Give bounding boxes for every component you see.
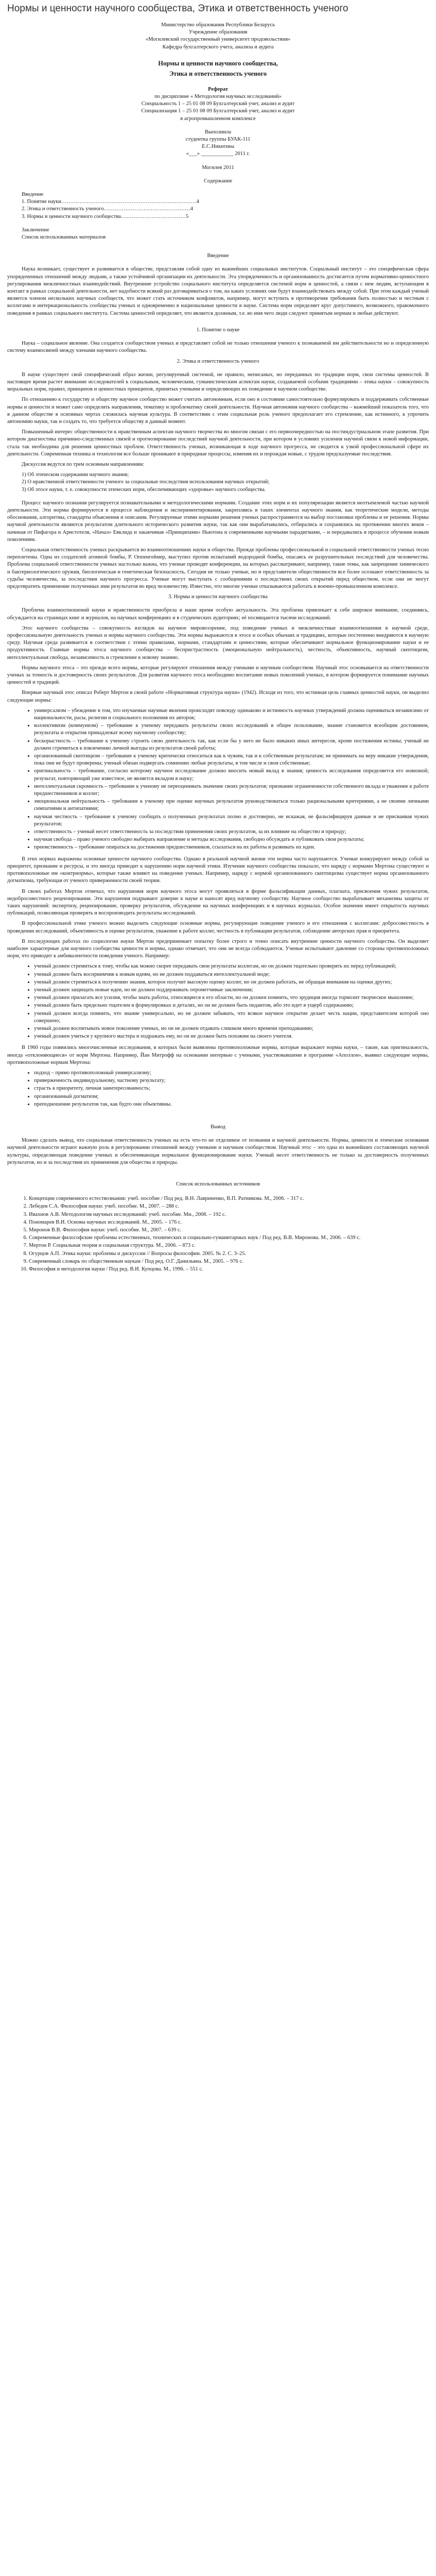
toc-item: 2. Этика и ответственность ученого…………………………………………4 [22, 206, 193, 212]
specialization-line-2: в агропромышленном комплексе [180, 115, 256, 122]
paragraph: Социальная ответственность ученых раскрывается во взаимоотношениях науки и общества. Прежде проблемы профессиональной и социальной ответственности ученых тесно переплетены. Одна из создателей атомной бомбы, Р. Оппенгеймер, выступил против испытаний водородной бомбы, опасаясь ее разрушительных последствий для человечества. Проблема социальной ответственности ученых настолько важна, что ученые проводят конференции, на которых рассматривают, например, такие темы, как запрещение химического и бактериологического оружия, биологическая и генетическая безопасность. Сегодня не только ученые, но и представители общественности все более осознают ответственность за судьбы человечества, за последствия научного прогресса. Ученые могут выступать с сообщениями о последствиях своих открытий перед обществом, если они не могут предотвратить применение полученных ими результатов во вред человечеству. Известно, что многие ученые отказываются работать в военно-промышленном комплексе. [7, 547, 429, 589]
list-item: • ученый должен стремиться к тому, чтобы как можно скорее передавать свои результаты коллегам, но он должен тщательно проверять их перед публикацией; [34, 963, 429, 970]
conclusion-section [7, 1124, 429, 1166]
intro-heading: Введение [207, 253, 229, 259]
paragraph: Этос научного сообщества – совокупность взглядов на научное мировоззрение, под поведение ученых и межличностные взаимоотношения в научной среде, профессиональную деятельность ученых и нормы научного сообщества. Эти нормы выражаются в этосе и особых обычаях и традициях, которые постепенно внедряются в научную среду. Научная среда развивается в соответствии с этими правилами, нормами, стандартами и ценностями, которые обеспечивают нормальное функционирование науки и ее продуктивность. Главные нормы этоса научного сообщества – беспристрастность (эмоциональную нейтральность), честность, объективность, научный скептицизм, интеллектуальная свобода, независимость и стремление к новому знанию. [7, 625, 429, 660]
paragraph: Наука возникает, существует и развивается в обществе, представляя собой одну из важнейших социальных институтов. Социальный институт – это специфическая сфера упорядоченных отношений между людьми, а также устойчивой организации их деятельности. Эта упорядоченность и организованность достигается путем нормативно-ценностного регулирования межличностных взаимодействий. Внутренние устройство социального института определяется системой норм и ценностей, а связи с нем людям, вступающим в контакт в рамках социальной деятельности, нет надобности всякий раз договариваться о том, на каких условиях они будут взаимодействовать между собой. При этом каждый ученый является членом нескольких научных сообществ, что может стать источником конфликтов, например, могут вступить в противоречия требования быть полностью и честным с коллегами и интернациональность сообщества ученых и одновременно в национальные ценности в науке. Система норм определяет круг допустимого, возможного, правомочного поведения в рамках социального института. Система ценностей определяет, что является должным, т.е. во имя чего люди следуют принятым нормам и любые действуют. [7, 266, 429, 316]
section-heading: 2. Этика и ответственность ученого [177, 358, 259, 364]
references-section [7, 1181, 429, 1273]
counter-norms-list [7, 1070, 429, 1108]
department-line: Кафедра бухгалтерского учета, анализа и аудита [162, 44, 274, 50]
performed-label: Выполнила [204, 129, 232, 135]
paragraph: Повышенный интерес общественности к нравственным аспектам научного творчества во многом связан с его первоочередностью на постиндустриальном этапе развития. При котором диагностика причинно-следственных связей и прогнозирование последствий научной деятельности, при котором в условиях усиления научной связи к новой информации, стала так необходима для решения ценностных проблем. Ответственность ученых, возникающая в ходе научного прогресса, не сводится к узкой профессиональной сфере их деятельности. Современная техника и технология все больше проникают в природные процессы, изменяя их и порождая новые, с трудом предсказуемые последствия. [7, 429, 429, 457]
merton-norms-list [7, 707, 429, 852]
toc-item: 1. Понятие науки…………………………………………………………………4 [22, 199, 199, 205]
list-item: • ученый должен быть восприимчив к новым идеям, но не должен поддаваться интеллектуальной моде; [34, 971, 429, 978]
page-title: Нормы и ценности научного сообщества, Этика и ответственность ученого [7, 3, 348, 14]
list-item: • ученый должен всегда помнить, что знание универсально, но не должен забывать, что всякое научное открытие делает честь нации, представителем которой оно совершено; [34, 1010, 429, 1025]
city-year: Могилев 2011 [202, 164, 234, 171]
list-item: • ответственность – ученый несет ответственность за последствия применения своих результатов, за их влияние на общество и природу; [34, 828, 429, 836]
references-heading: Список использованных источников [176, 1181, 260, 1187]
list-item: • подход – прямо противоположный универсализму; [34, 1070, 429, 1077]
list-item: • страсть к приоритету, личная заинтересованность; [34, 1085, 429, 1092]
paragraph: Наука – социальное явление. Она создается сообществом ученых и представляет собой не только отношения ученого к познаваемой им действительности но и определенную систему взаимосвязей между членами научного сообщества. [7, 341, 429, 354]
title-page [7, 22, 429, 185]
list-item: • ученый должен учиться у крупного мастера и подражать ему, но он не должен быть похожим на своего учителя. [34, 1033, 429, 1040]
reference-item: 10. Философия и методология науки / Под ред. В.И. Купцова. М., 1996. – 551 с. [29, 1266, 429, 1273]
date-line: «___» ____________ 2011 г. [186, 151, 250, 157]
paragraph: Впервые научный этос описал Роберт Мертон в своей работе «Нормативная структура науки» (1942). Исходя из того, что истинная цель главных ценностей науки, он выделил следующие нормы: [7, 690, 429, 703]
list-item: • бескорыстность – требование к ученому строить свою деятельность так, как если бы у него не было никаких иных интересов, кроме постижения истины; ученый не должен стремиться к извлечению личной выгоды из результатов своей работы; [34, 738, 429, 752]
document-body [7, 22, 429, 1273]
list-item: • коллективизм (коммунизм) – требование к ученому передавать результаты своих исследований в общее пользование, знание становится всеобщим достоянием, результаты и открытия принадлежат всему научному сообществу; [34, 722, 429, 737]
reference-item: 9. Современный словарь по общественным наукам / Под ред. О.Г. Данильяна. М., 2005. – 976 с. [29, 1258, 429, 1265]
paragraph: Дискуссия ведутся по трем основным направлениям: [22, 461, 145, 467]
page [0, 0, 436, 1284]
list-item: • научная честность – требование к ученому сообщать о полученных результатах полно и достоверно, не искажая, не фальсифицируя данные и не присваивая чужих результатов; [34, 814, 429, 828]
student-group: студентка группы БУАК-111 [185, 137, 251, 143]
list-item: • организованный догматизм; [34, 1093, 429, 1100]
section-heading: 1. Понятие о науке [196, 327, 240, 333]
discussion-item: 3) Об этосе науки, т. е. совокупности этических норм, обеспечивающих «здоровье» научного сообщества. [22, 486, 266, 493]
conclusion-heading: Вывод [210, 1124, 226, 1130]
list-item: • ученый должен воспитывать новое поколение ученых, но он не должен отдавать слишком много времени преподаванию; [34, 1025, 429, 1032]
list-item: • преемственность – требование опираться на достижения предшественников, ссылаться на их работы и развивать их идеи. [34, 844, 429, 851]
list-item: • интеллектуальная скромность – требование к ученому не переоценивать значение своих результатов; признание ограниченности собственного вклада и уважение к работе предшественников и коллег; [34, 783, 429, 798]
section-concept-of-science [7, 327, 429, 704]
toc-item: 3. Нормы и ценности научного сообщества………………………………5 [22, 213, 189, 219]
doc-title-line-2: Этика и ответственность ученого [169, 70, 267, 77]
table-of-contents [7, 191, 429, 241]
list-item: • эмоциональная нейтральность – требование к ученому при оценке научных результатов руководствоваться только рациональными критериями, а не своими личными симпатиями и антипатиями; [34, 798, 429, 812]
list-item: • оригинальность – требование, согласно которому научное исследование должно вносить новый вклад в знания; ценность исследования определяется его новизной; результат, повторяющий уже известное, не является вкладом в науку; [34, 768, 429, 782]
reference-item: 3. Ивахнов А.В. Методология научных исследований: учеб. пособие. Мн., 2008. – 192 с. [29, 1211, 429, 1218]
list-item: • ученый должен защищать новые идеи, но не должен поддерживать опрометчивые заключения; [34, 987, 429, 994]
toc-references: Список использованных материалов [22, 234, 106, 241]
doc-type: Реферат [208, 86, 228, 92]
paragraph: В 1960 годы появились многочисленные исследования, в которых были выявлены противоположные нормы, которые выражают нормы науки, – такие, как оригинальность, иногда «отклоняющиеся» от норм Мертона. Например, Йан Митрофф на основании интервью с учеными, участвовавшими в программе «Аполлон», выявил следующие нормы, противоположные нормам Мертона: [7, 1045, 429, 1065]
paragraph: В этих нормах выражены основные ценности научного сообщества. Однако в реальной научной жизни эти нормы часто нарушаются. Ученые конкурируют между собой за приоритет, признание и ресурсы, и это иногда приводит к нарушению норм научной этики. Изучение научного сообщества показало, что наряду с нормами Мертона существуют и противоположные им «контрнормы», которые также влияют на поведение ученых. Например, наряду с нормой организованного скептицизма существует норма организованного догматизма, требующая от ученого приверженности своей теории. [7, 856, 429, 884]
institution-type-line: Учреждение образования [188, 29, 248, 36]
specialty-line: Специальность 1 – 25 01 08 09 Бухгалтерский учет, анализ и аудит [141, 101, 295, 107]
reference-item: 1. Концепции современного естествознания: учеб. пособие / Под ред. В.Н. Лавриненко, В.П. Ратникова. М., 2006. – 317 с. [29, 1195, 429, 1202]
reference-item: 4. Пономарев В.И. Основы научных исследований. М., 2005. – 176 с. [29, 1219, 429, 1226]
student-name: Е.С.Никитина [201, 144, 235, 150]
discipline-line: по дисциплине « Методология научных исследований» [154, 94, 282, 100]
intro-section [7, 252, 429, 317]
discussion-item: 1) Об этическом содержании научного знания; [22, 472, 129, 478]
reference-item: 8. Огурцов А.П. Этика науки: проблемы и дискуссии // Вопросы философии. 2005. № 2. С. 3–25. [29, 1250, 429, 1258]
list-item: • универсализм – убеждение в том, что изучаемые научные явления происходят повсюду одинаково и истинность научных утверждений должна оцениваться независимо от национальности, расы, религии и социального положения их авторов; [34, 707, 429, 722]
paragraph: По отношению к государству и обществу научное сообщество может считать автономным, если оно в состоянии самостоятельно формулировать и поддерживать собственные нормы и ценности и может само определять направления, тематику и проблематику своей деятельности. Научная автономия научного сообщества – важнейший показатель того, что в данном обществе в основных чертах сложилась научная культура. В соответствии с этим социальная роль ученого предполагает его стремление, как истинного, к упрочить автономию науки, так и создать то, что требуется обществу в данный момент. [7, 397, 429, 425]
reference-item: 5. Миронов В.В. Философия науки: учеб. пособие. М., 2007. – 639 с. [29, 1227, 429, 1234]
paragraph: Проблема взаимоотношений науки и нравственности приобрела в наше время особую актуальность. Эта проблема привлекает к себе широкое внимание, соединяясь, обсуждается на страницах книг и журналов, на научных конференциях и в студенческих аудиториях; её посвящаются тысячи исследований. [7, 607, 429, 621]
discussion-item: 2) О нравственной ответственности ученого за социальные последствия использования научных открытий; [22, 479, 270, 485]
list-item: • ученый должен быть предельно тщателен в формулировках и деталях, но он не должен быть педантом, ибо это идет в ущерб содержанию; [34, 1002, 429, 1009]
list-item: • преподношение результатов так, как будто они объективны. [34, 1101, 429, 1108]
contents-heading: Содержание [203, 178, 233, 184]
paragraph: Процесс научного познания регулируется познавательными и методологическими нормами. Создание этих норм и их популяризации является неотъемлемой частью научной деятельности. Эти нормы формируются в процессе наблюдения и экспериментирования, закрепляясь в таких элементах научного знания, как теоретические модели, методы обоснования, алгоритмы, стандарты объяснения и описания. Регулируемые этими нормами решения ученых распространяются на выбор постановки проблемы и ее решения. Нормы научной деятельности являются результатом длительного исторического развития науки, так как они вырабатывались, отбирались и сохранялись на протяжении многих веков – начиная от Пифагора и Аристотеля, «Начал» Евклида и заканчивая «Принципами» Ньютона и современными научными парадигмами, – и передавались в процессе обучения новым поколениям. [7, 500, 429, 543]
paragraph: В профессиональной этике ученого можно выделить следующие основные нормы, регулирующие поведение ученого и его отношения с коллегами: добросовестность в проведении исследований, объективность в оценке результатов, уважение к работе коллег, честность в публикации результатов, соблюдение авторских прав и приоритета. [7, 921, 429, 934]
university-line: «Могилевский государственный университет продовольствия» [145, 37, 291, 43]
list-item: • ученый должен прилагать все усилия, чтобы знать работы, относящиеся к его области, но он должен помнить, что эрудиция иногда тормозит творческое мышление; [34, 994, 429, 1002]
list-item: • научная свобода – право ученого свободно выбирать направление и методы исследования, свободно обсуждать и публиковать свои результаты; [34, 836, 429, 843]
reference-item: 2. Лебедев С.А. Философия науки: учеб. пособие. М., 2007. – 288 с. [29, 1203, 429, 1210]
references-list [7, 1195, 429, 1273]
paragraph: В науке существует свой специфический образ жизни, регулируемый системой, не правило, неписаных, но переданных по традиции норм, свои системы ценностей. В настоящее время растет внимание исследователей к социальным, человеческим, гуманистическим аспектам науки, создаваемой особыми традициями – этика науки – совокупность моральных норм, правил, принципов и ценностных принципов, принятых учеными и определяющих их поведение в научном сообществе. [7, 371, 429, 393]
paragraph: Можно сделать вывод, что социальная ответственность ученых на есть что-то не отделимое от познания и научной деятельности. Нормы, ценности и этические основания научной деятельности играют важную роль в регулировании отношений между учеными и научным сообществом. Научный этос – это одна из важнейших составляющих научной культуры, определяющая поведение ученых и обеспечивающая нормальное функционирование науки. Ученый несет ответственность не только за достоверность полученных результатов, но и за последствия их применения для общества и природы. [7, 1138, 429, 1165]
ministry-line: Министерство образования Республики Беларусь [161, 22, 275, 28]
section-heading: 3. Нормы и ценности научного сообщества [168, 594, 268, 600]
toc-intro: Введение [22, 192, 44, 198]
ambivalence-list [7, 963, 429, 1040]
reference-item: 6. Современные философские проблемы естественных, технических и социально-гуманитарных наук / Под ред. В.В. Миронова. М., 2006. – 639 с. [29, 1234, 429, 1242]
paragraph: Нормы научного этоса – это прежде всего нормы, которые регулируют отношения между учеными и научным сообществом. Научный этос основывается на ответственности ученых за точность и достоверность своих результатов. Для развития научного этоса необходимо воспитание новых поколений ученых, в котором формируется понимание научных ценностей и традиций. [7, 665, 429, 686]
list-item: • ученый должен стремиться к получению знания, которое получит высокую оценку коллег, но он должен работать, не обращая внимания на оценки других; [34, 979, 429, 986]
doc-title-line-1: Нормы и ценности научного сообщества, [158, 59, 278, 67]
paragraph: В последующих работах по социологии науки Мертон предпринимает попытку более строго и точно описать внутренние ценности научного сообщества. Он выделяет наиболее характерные для научного сообщества ценности и нормы, однако отмечает, что они не всегда соблюдаются. Ученые испытывают давление со стороны противоположных норм, что приводит к амбивалентности поведения ученого. Например: [7, 938, 429, 959]
paragraph: В своих работах Мертон отмечал, что нарушения норм научного этоса могут проявляться в форме фальсификации данных, плагиата, присвоения чужих результатов, недобросовестного рецензирования. Эти нарушения подрывают доверие к науке и наносят вред научному сообществу. Научное сообщество вырабатывает механизмы защиты от таких нарушений: экспертизу, рецензирование, проверку результатов, обсуждение на научных конференциях и в научных журналах. Особое значение имеет открытость научных публикаций, позволяющая проверять и воспроизводить результаты исследований. [7, 888, 429, 917]
list-item: • организованный скептицизм – требование к ученому критически относиться как к чужим, так и к собственным результатам; не принимать на веру никакие утверждения, пока они не будут проверены; ученый обязан подвергать сомнению любые результаты, в том числе и свои собственные; [34, 753, 429, 767]
reference-item: 7. Мертон Р. Социальная теория и социальная структура. М., 2006. – 873 с. [29, 1242, 429, 1249]
specialization-line: Специализация 1 – 25 01 08 09 Бухгалтерский учет, анализ и аудит [141, 108, 295, 114]
list-item: • приверженность индивидуальному, частному результату; [34, 1077, 429, 1084]
toc-conclusion: Заключение [22, 227, 49, 233]
